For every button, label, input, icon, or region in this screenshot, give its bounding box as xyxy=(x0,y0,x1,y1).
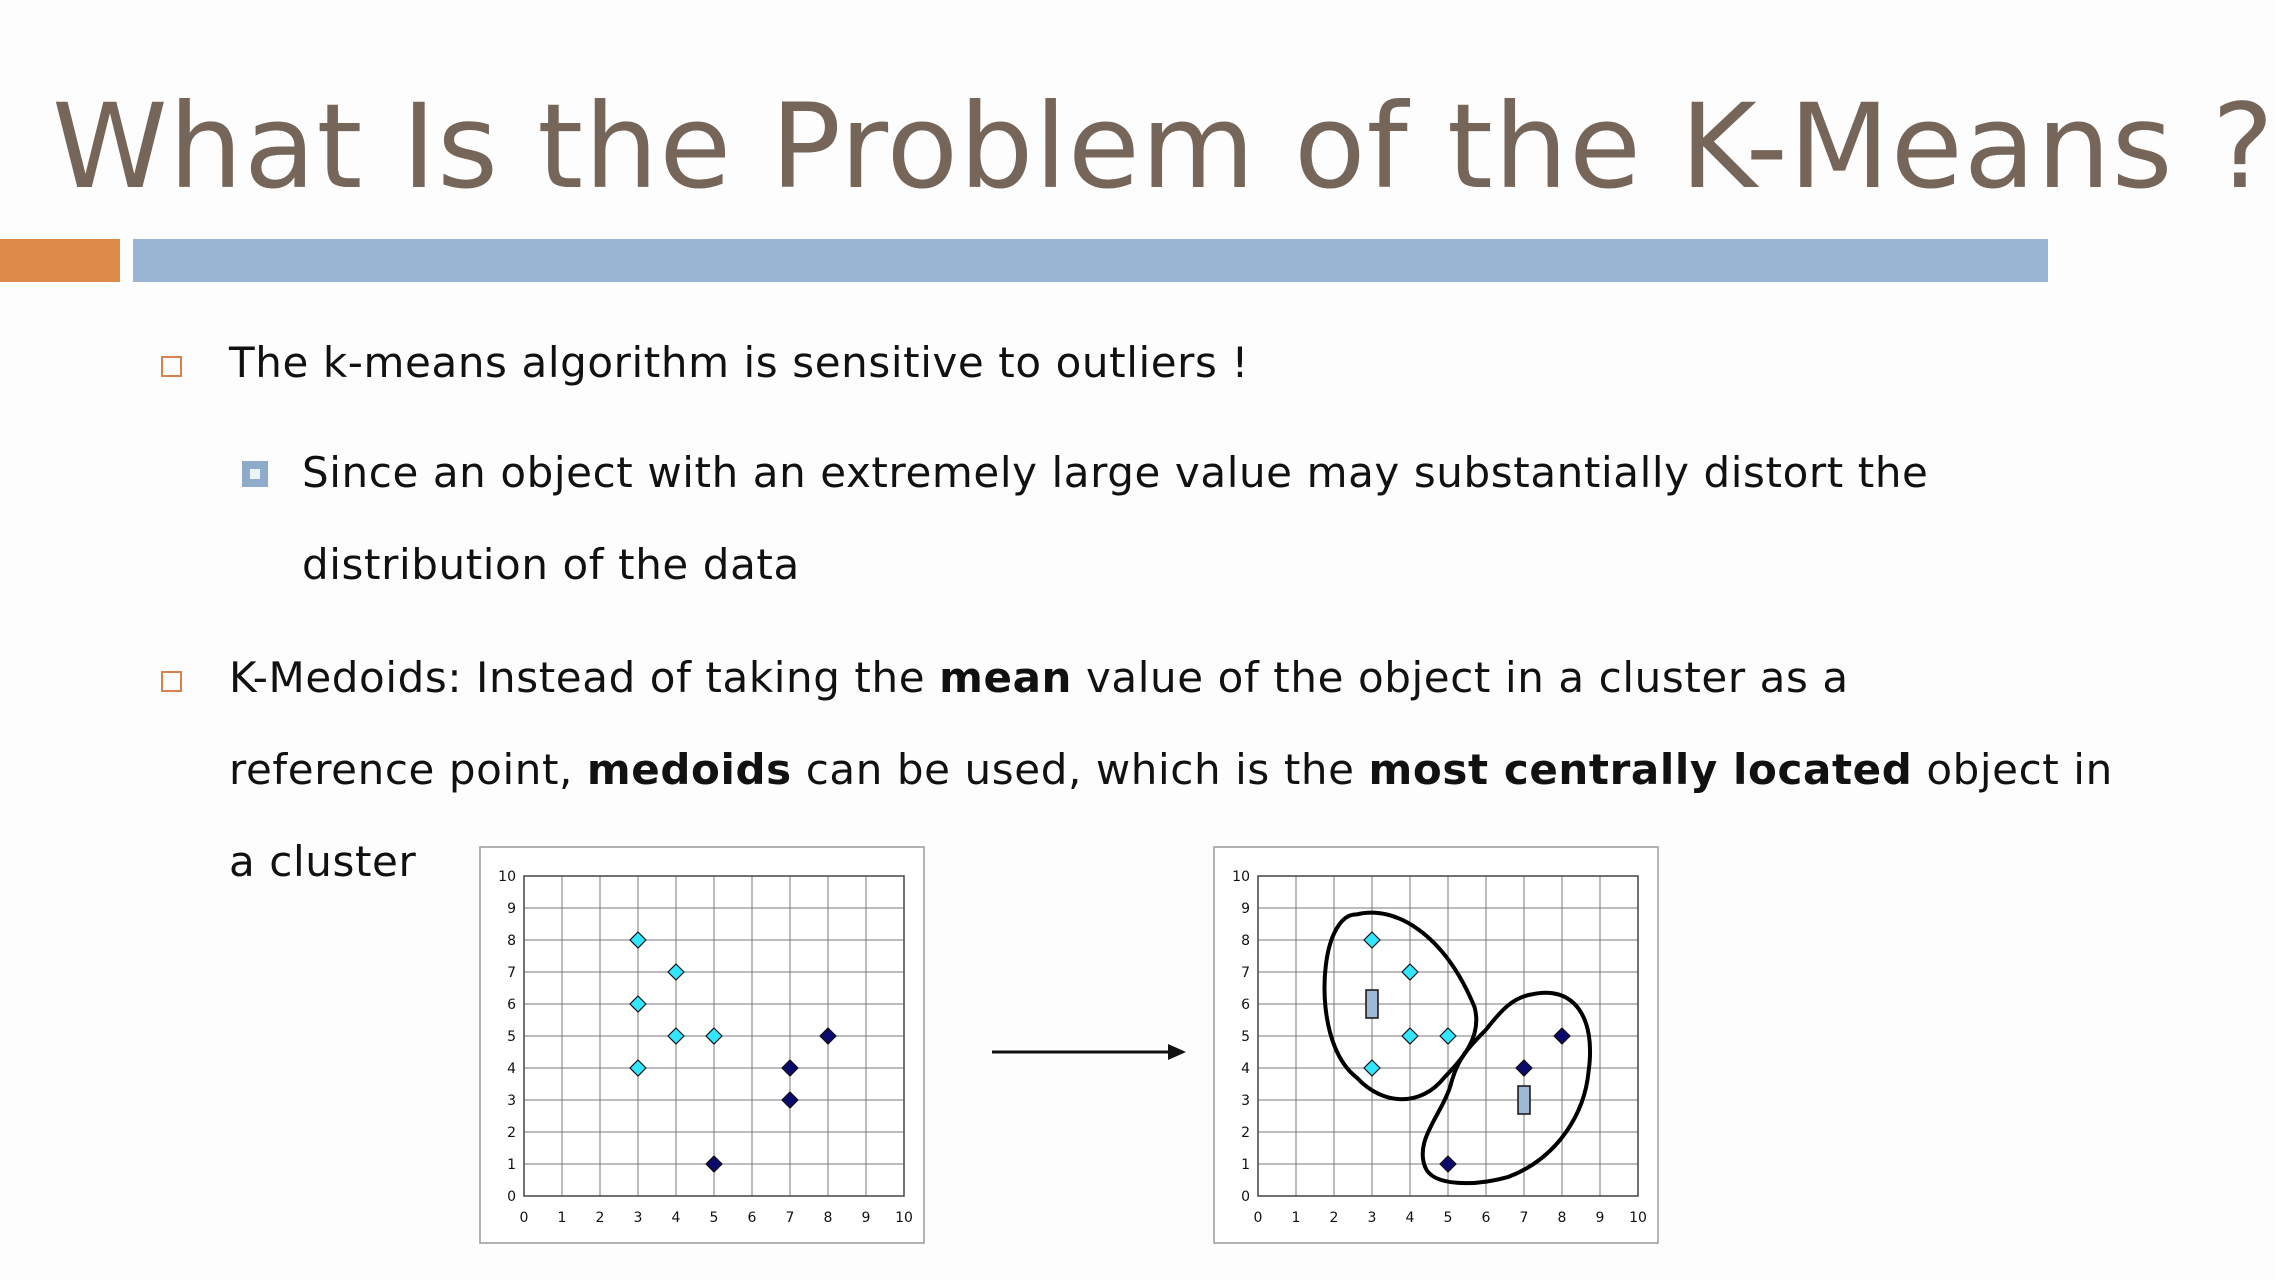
x-tick-label: 0 xyxy=(519,1210,529,1226)
x-tick-label: 5 xyxy=(1443,1210,1453,1226)
kmeans-scatter-chart-before xyxy=(479,846,925,1248)
transition-arrow-icon xyxy=(990,1040,1190,1064)
text-run: K-Medoids: Instead of taking the xyxy=(229,653,940,702)
x-tick-label: 1 xyxy=(1291,1210,1301,1226)
kmedoids-scatter-chart-after xyxy=(1213,846,1659,1248)
x-tick-label: 3 xyxy=(1367,1210,1377,1226)
x-tick-label: 3 xyxy=(633,1210,643,1226)
x-tick-label: 1 xyxy=(557,1210,567,1226)
scatter-chart-svg xyxy=(1213,846,1659,1244)
text-run: reference point, xyxy=(229,745,587,794)
x-tick-label: 8 xyxy=(1557,1210,1567,1226)
bullet-square-icon xyxy=(161,671,182,692)
x-tick-label: 6 xyxy=(747,1210,757,1226)
medoid-marker xyxy=(1366,990,1378,1018)
bold-run-mean: mean xyxy=(939,653,1073,702)
y-tick-label: 6 xyxy=(507,997,516,1013)
y-tick-label: 8 xyxy=(1241,933,1250,949)
scatter-chart-svg xyxy=(479,846,925,1244)
x-tick-label: 10 xyxy=(895,1210,913,1226)
y-tick-label: 5 xyxy=(1241,1029,1250,1045)
sub-bullet-square-icon xyxy=(242,461,268,487)
x-tick-label: 9 xyxy=(1595,1210,1605,1226)
y-tick-label: 6 xyxy=(1241,997,1250,1013)
x-tick-label: 8 xyxy=(823,1210,833,1226)
y-tick-label: 4 xyxy=(1241,1061,1250,1077)
text-run: can be used, which is the xyxy=(791,745,1369,794)
x-tick-label: 0 xyxy=(1253,1210,1263,1226)
chart-frame xyxy=(480,847,924,1243)
x-tick-label: 6 xyxy=(1481,1210,1491,1226)
bullet-2-line-1 xyxy=(229,653,1849,702)
medoid-marker xyxy=(1518,1086,1530,1114)
text-run: object in xyxy=(1912,745,2113,794)
title-accent-bar-blue xyxy=(133,239,2048,282)
x-tick-label: 2 xyxy=(1329,1210,1339,1226)
sub-bullet-1-line-1: Since an object with an extremely large value may substantially distort the xyxy=(302,448,1929,497)
text-run: value of the object in a cluster as a xyxy=(1072,653,1849,702)
bold-run-most-centrally-located: most centrally located xyxy=(1368,745,1913,794)
x-tick-label: 7 xyxy=(785,1210,795,1226)
x-tick-label: 4 xyxy=(1405,1210,1415,1226)
bullet-2-line-3: a cluster xyxy=(229,837,417,886)
x-tick-label: 7 xyxy=(1519,1210,1529,1226)
y-tick-label: 1 xyxy=(507,1157,516,1173)
y-tick-label: 8 xyxy=(507,933,516,949)
y-tick-label: 2 xyxy=(1241,1125,1250,1141)
bullet-1-text: The k-means algorithm is sensitive to outliers ! xyxy=(229,338,1249,387)
x-tick-label: 10 xyxy=(1629,1210,1647,1226)
y-tick-label: 1 xyxy=(1241,1157,1250,1173)
x-tick-label: 9 xyxy=(861,1210,871,1226)
y-tick-label: 3 xyxy=(507,1093,516,1109)
title-accent-bar-orange xyxy=(0,239,120,282)
y-tick-label: 7 xyxy=(507,965,516,981)
y-tick-label: 5 xyxy=(507,1029,516,1045)
sub-bullet-1-line-2: distribution of the data xyxy=(302,540,800,589)
bullet-2-line-2 xyxy=(229,745,2113,794)
y-tick-label: 0 xyxy=(507,1189,516,1205)
y-tick-label: 10 xyxy=(498,869,516,885)
y-tick-label: 7 xyxy=(1241,965,1250,981)
bold-run-medoids: medoids xyxy=(586,745,792,794)
y-tick-label: 9 xyxy=(507,901,516,917)
y-tick-label: 3 xyxy=(1241,1093,1250,1109)
y-tick-label: 9 xyxy=(1241,901,1250,917)
bullet-square-icon xyxy=(161,356,182,377)
slide-title: What Is the Problem of the K-Means ? xyxy=(52,78,2275,215)
y-tick-label: 0 xyxy=(1241,1189,1250,1205)
x-tick-label: 2 xyxy=(595,1210,605,1226)
y-tick-label: 10 xyxy=(1232,869,1250,885)
y-tick-label: 2 xyxy=(507,1125,516,1141)
y-tick-label: 4 xyxy=(507,1061,516,1077)
x-tick-label: 4 xyxy=(671,1210,681,1226)
x-tick-label: 5 xyxy=(709,1210,719,1226)
